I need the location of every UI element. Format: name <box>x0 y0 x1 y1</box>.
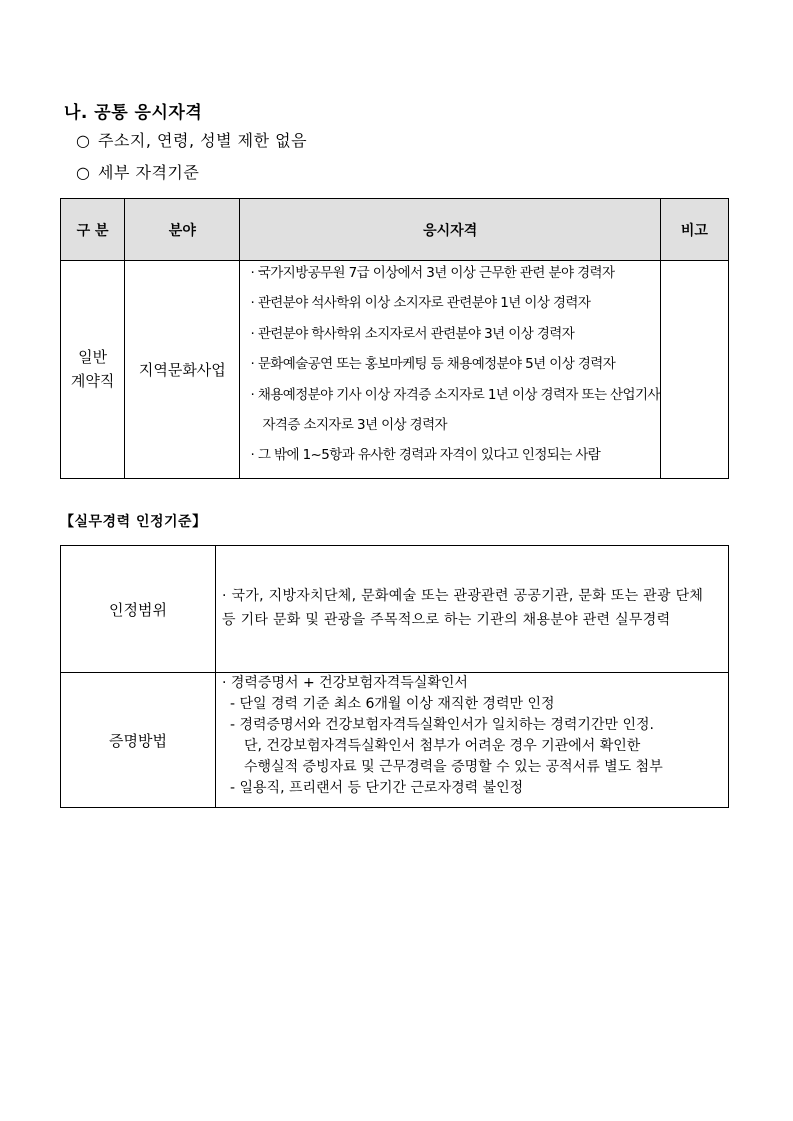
table-row <box>61 673 729 808</box>
note-cell <box>660 261 728 479</box>
scope-label: 인정범위 <box>61 546 216 673</box>
header-category: 구 분 <box>61 199 125 261</box>
description-line: · 국가, 지방자치단체, 문화예술 또는 관광관련 공공기관, 문화 또는 관광 단체 <box>222 588 704 604</box>
description-line: 등 기타 문화 및 관광을 주목적으로 하는 기관의 채용분야 관련 실무경력 <box>222 612 671 628</box>
scope-description <box>216 546 729 673</box>
bullet-circle-icon: ○ <box>76 163 91 182</box>
bullet-no-restriction <box>76 128 307 151</box>
bullet-circle-icon: ○ <box>76 131 91 150</box>
qualification-item: · 문화예술공연 또는 홍보마케팅 등 채용예정분야 5년 이상 경력자 <box>250 356 616 373</box>
description-line: - 경력증명서와 건강보험자격득실확인서가 일치하는 경력기간만 인정. <box>230 717 654 733</box>
proof-label: 증명방법 <box>61 673 216 808</box>
table-header-row <box>61 199 729 261</box>
table-row <box>61 261 729 479</box>
qualification-item: · 관련분야 석사학위 이상 소지자로 관련분야 1년 이상 경력자 <box>250 295 591 312</box>
career-criteria-table <box>60 545 729 808</box>
qualification-item: · 국가지방공무원 7급 이상에서 3년 이상 근무한 관련 분야 경력자 <box>250 265 615 281</box>
description-line: 수행실적 증빙자료 및 근무경력을 증명할 수 있는 공적서류 별도 첨부 <box>244 759 663 775</box>
section-title: 나. 공통 응시자격 <box>64 103 203 123</box>
qualification-items-cell <box>240 261 660 479</box>
description-line: 단, 건강보험자격득실확인서 첨부가 어려운 경우 기관에서 확인한 <box>244 738 641 754</box>
table-row <box>61 546 729 673</box>
proof-description <box>216 673 729 808</box>
qualification-item: · 관련분야 학사학위 소지자로서 관련분야 3년 이상 경력자 <box>250 325 575 342</box>
bullet-detail-criteria <box>76 160 199 183</box>
qualification-item-continued: 자격증 소지자로 3년 이상 경력자 <box>262 416 447 433</box>
header-qualification: 응시자격 <box>240 199 660 261</box>
qualification-item: · 그 밖에 1~5항과 유사한 경력과 자격이 있다고 인정되는 사람 <box>250 447 601 464</box>
category-line: 계약직 <box>70 372 115 391</box>
field-cell: 지역문화사업 <box>125 261 240 479</box>
category-line: 일반 <box>78 348 108 367</box>
category-cell <box>61 261 125 479</box>
bullet-text: 세부 자격기준 <box>98 163 200 182</box>
qualification-table <box>60 198 729 479</box>
header-field: 분야 <box>125 199 240 261</box>
description-line: - 단일 경력 기준 최소 6개월 이상 재직한 경력만 인정 <box>230 696 555 712</box>
description-line: - 일용직, 프리랜서 등 단기간 근로자경력 불인정 <box>230 780 524 796</box>
description-line: · 경력증명서 + 건강보험자격득실확인서 <box>222 675 468 691</box>
bullet-text: 주소지, 연령, 성별 제한 없음 <box>98 131 308 150</box>
qualification-item: · 채용예정분야 기사 이상 자격증 소지자로 1년 이상 경력자 또는 산업기사 <box>250 386 660 403</box>
career-section-title: 【실무경력 인정기준】 <box>60 514 207 530</box>
header-note: 비고 <box>660 199 728 261</box>
